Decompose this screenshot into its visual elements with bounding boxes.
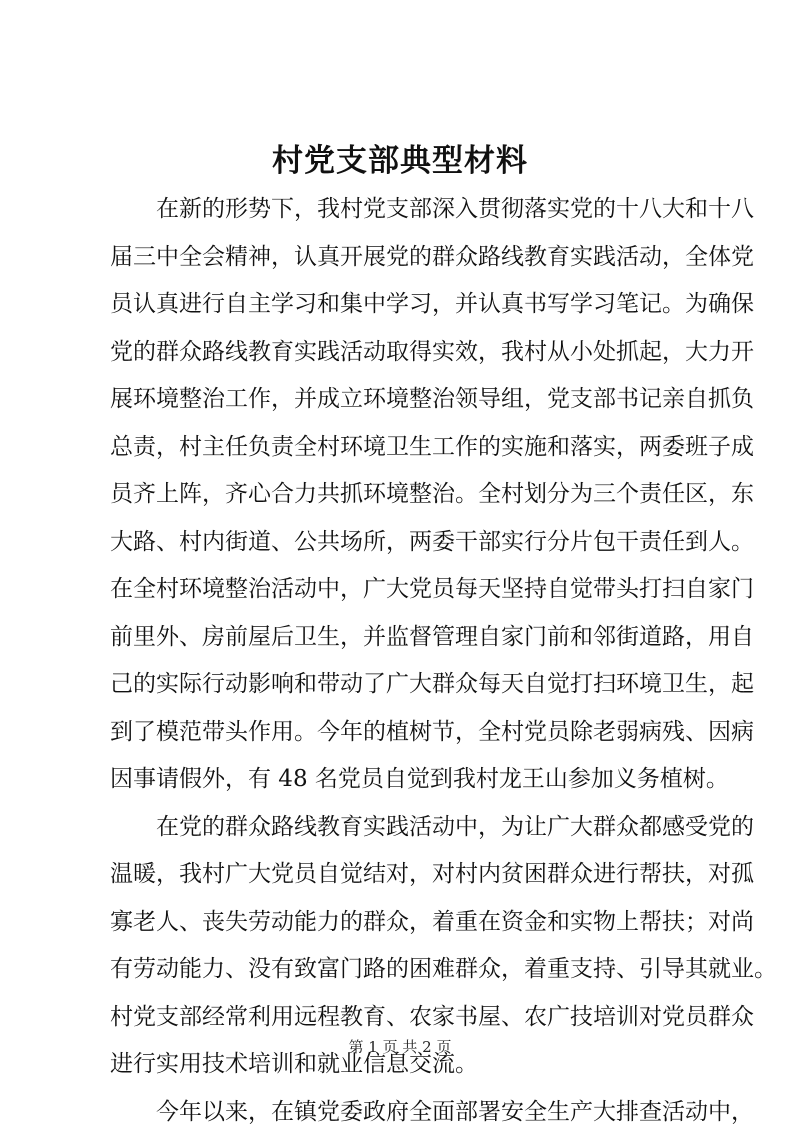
body-line: 大路、村内街道、公共场所，两委干部实行分片包干责任到人。: [110, 519, 710, 567]
body-line: 有劳动能力、没有致富门路的困难群众，着重支持、引导其就业。: [110, 946, 710, 994]
body-line: 员齐上阵，齐心合力共抓环境整治。全村划分为三个责任区，东: [110, 471, 710, 519]
body-line: 在新的形势下，我村党支部深入贯彻落实党的十八大和十八: [110, 186, 710, 234]
body-line: 村党支部经常利用远程教育、农家书屋、农广技培训对党员群众: [110, 994, 710, 1042]
body-line: 员认真进行自主学习和集中学习，并认真书写学习笔记。为确保: [110, 281, 710, 329]
body-line: 温暖，我村广大党员自觉结对，对村内贫困群众进行帮扶，对孤: [110, 851, 710, 899]
body-line: 党的群众路线教育实践活动取得实效，我村从小处抓起，大力开: [110, 329, 710, 377]
body-line: 己的实际行动影响和带动了广大群众每天自觉打扫环境卫生，起: [110, 661, 710, 709]
document-title: 村党支部典型材料: [0, 137, 800, 185]
body-line: 届三中全会精神，认真开展党的群众路线教育实践活动，全体党: [110, 234, 710, 282]
body-line: 寡老人、丧失劳动能力的群众，着重在资金和实物上帮扶；对尚: [110, 899, 710, 947]
body-line: 到了模范带头作用。今年的植树节，全村党员除老弱病残、因病: [110, 709, 710, 757]
body-line: 总责，村主任负责全村环境卫生工作的实施和落实，两委班子成: [110, 424, 710, 472]
body-line: 在党的群众路线教育实践活动中，为让广大群众都感受党的: [110, 804, 710, 852]
document-body: [110, 186, 710, 1136]
body-line: 因事请假外，有 48 名党员自觉到我村龙王山参加义务植树。: [110, 756, 710, 804]
body-line: 展环境整治工作，并成立环境整治领导组，党支部书记亲自抓负: [110, 376, 710, 424]
body-line: 在全村环境整治活动中，广大党员每天坚持自觉带头打扫自家门: [110, 566, 710, 614]
page-number-footer: 第 1 页 共 2 页: [0, 1036, 800, 1058]
body-line: 前里外、房前屋后卫生，并监督管理自家门前和邻街道路，用自: [110, 614, 710, 662]
body-line: 今年以来，在镇党委政府全面部署安全生产大排查活动中，: [110, 1089, 710, 1136]
body-line: 进行实用技术培训和就业信息交流。: [110, 1041, 710, 1089]
